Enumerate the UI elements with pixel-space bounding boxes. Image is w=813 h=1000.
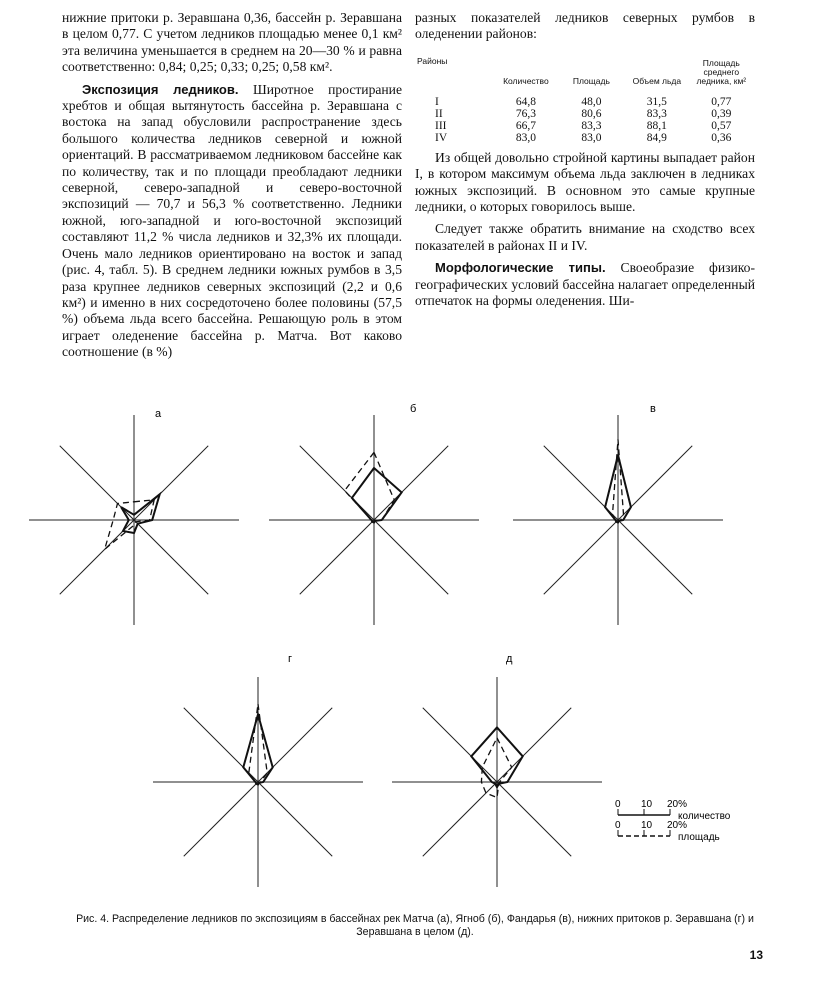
- panel-label: б: [410, 403, 417, 415]
- table-cell: 80,6: [581, 107, 602, 120]
- table-header: Площадь: [572, 75, 610, 86]
- table-cell: 0,39: [711, 107, 732, 120]
- figure-caption: Рис. 4. Распределение ледников по экспозициям в бассейнах рек Матча (а), Ягноб (б), Фандарья (в), нижних притоков р. Зеравшана (г) и Зеравшана в целом (д).: [76, 913, 754, 938]
- count-polygon: [352, 468, 402, 523]
- table-header-row: [415, 57, 753, 96]
- table-cell: 48,0: [581, 95, 602, 108]
- table-cell: 83,0: [581, 131, 602, 144]
- section-heading-exposure: Экспозиция ледников.: [82, 81, 239, 97]
- table-row: [415, 132, 753, 144]
- panel-label: д: [506, 653, 513, 665]
- left-paragraph-2: [62, 82, 402, 361]
- table-row-label: II: [435, 107, 443, 120]
- area-polygon: [345, 452, 395, 522]
- table-row: [415, 120, 753, 132]
- exposure-diagrams: [0, 360, 813, 920]
- left-text-column: [62, 10, 402, 361]
- table-cell: 83,3: [581, 119, 602, 132]
- panel-label: г: [288, 653, 293, 665]
- table-cell: 0,36: [711, 131, 732, 144]
- table-row: [415, 96, 753, 108]
- table-body: [415, 96, 753, 144]
- right-text-column: [415, 10, 755, 309]
- table-cell: 76,3: [515, 107, 536, 120]
- right-paragraph-2: Из общей довольно стройной картины выпадает район I, в котором максимум объема льда заключен в ледниках южных экспозиций. В основном это самые крупные ледники, о которых говорилось выше.: [415, 149, 755, 215]
- table-cell: 88,1: [646, 119, 667, 132]
- scale-area-label: площадь: [678, 832, 720, 843]
- table-cell: 66,7: [515, 119, 536, 132]
- morphology-text: Своеобразие физико-географических условий бассейна налагает определенный отпечаток на формы оледенения. Ши-: [415, 260, 755, 309]
- table-cell: 0,77: [711, 95, 732, 108]
- right-paragraph-4: [415, 260, 755, 309]
- left-paragraph-1: нижние притоки р. Зеравшана 0,36, бассейн р. Зеравшана в целом 0,77. С учетом ледников площадью менее 0,1 км² эта величина уменьшается в среднем на 20—30 % и равна соответственно: 0,84; 0,25; 0,33; 0,25; 0,58 км².: [62, 10, 402, 75]
- scale-count-label: количество: [678, 811, 731, 822]
- panel-label: а: [155, 408, 162, 420]
- table-cell: 0,57: [711, 119, 732, 132]
- scale-tick-label: 0: [615, 799, 621, 810]
- table-header: Количество: [503, 75, 549, 86]
- scale-tick-label: 10: [641, 820, 653, 831]
- table-row-label: I: [435, 95, 439, 108]
- right-paragraph-3: Следует также обратить внимание на сходство всех показателей в районах II и IV.: [415, 221, 755, 253]
- right-paragraph-1: разных показателей ледников северных румбов в оледенении районов:: [415, 10, 755, 42]
- table-row: [415, 108, 753, 120]
- scale-tick-label: 10: [641, 799, 653, 810]
- scale-tick-label: 0: [615, 820, 621, 831]
- section-heading-morphology: Морфологические типы.: [435, 260, 606, 276]
- table-cell: 83,3: [646, 107, 667, 120]
- figure-4: [0, 360, 813, 920]
- table-cell: 64,8: [515, 95, 536, 108]
- table-cell: 84,9: [646, 131, 667, 144]
- north-rumb-table: [415, 57, 753, 144]
- page-number: 13: [749, 948, 763, 962]
- table-header: Площадь среднего ледника, км²: [696, 57, 747, 86]
- table-header: Районы: [417, 55, 448, 66]
- table-cell: 83,0: [515, 131, 536, 144]
- scale-tick-label: 20%: [667, 820, 688, 831]
- table-row-label: III: [435, 119, 447, 132]
- exposure-text: Широтное простирание хребтов и общая вытянутость бассейна р. Зеравшана с востока на запад обусловили распространение здесь большого количества ледников северной и южной ориентаций. В рассматриваемом ледниковом бассейне как по количеству, так и по площади преобладают ледники северной, северо-западной и северо-восточной экспозиций — 70,7 и 56,3 % соответственно. Ледники южной, юго-западной и юго-восточной экспозиций составляют 11,2 % числа ледников и 32,3% их площади. Очень мало ледников ориентировано на восток и запад (рис. 4, табл. 5). В среднем ледники южных румбов в 3,5 раза крупнее ледников северных экспозиций (2,2 и 0,6 км²) и именно в них сосредоточено более половины (57,5 %) объема льда всего бассейна. Решающую роль в этом играет оледенение бассейна р. Матча. Вот каково соотношение (в %): [62, 81, 402, 360]
- table-cell: 31,5: [646, 95, 667, 108]
- panel-label: в: [650, 403, 656, 415]
- scale-tick-label: 20%: [667, 799, 688, 810]
- table-header: Объем льда: [632, 75, 682, 86]
- table-row-label: IV: [435, 131, 448, 144]
